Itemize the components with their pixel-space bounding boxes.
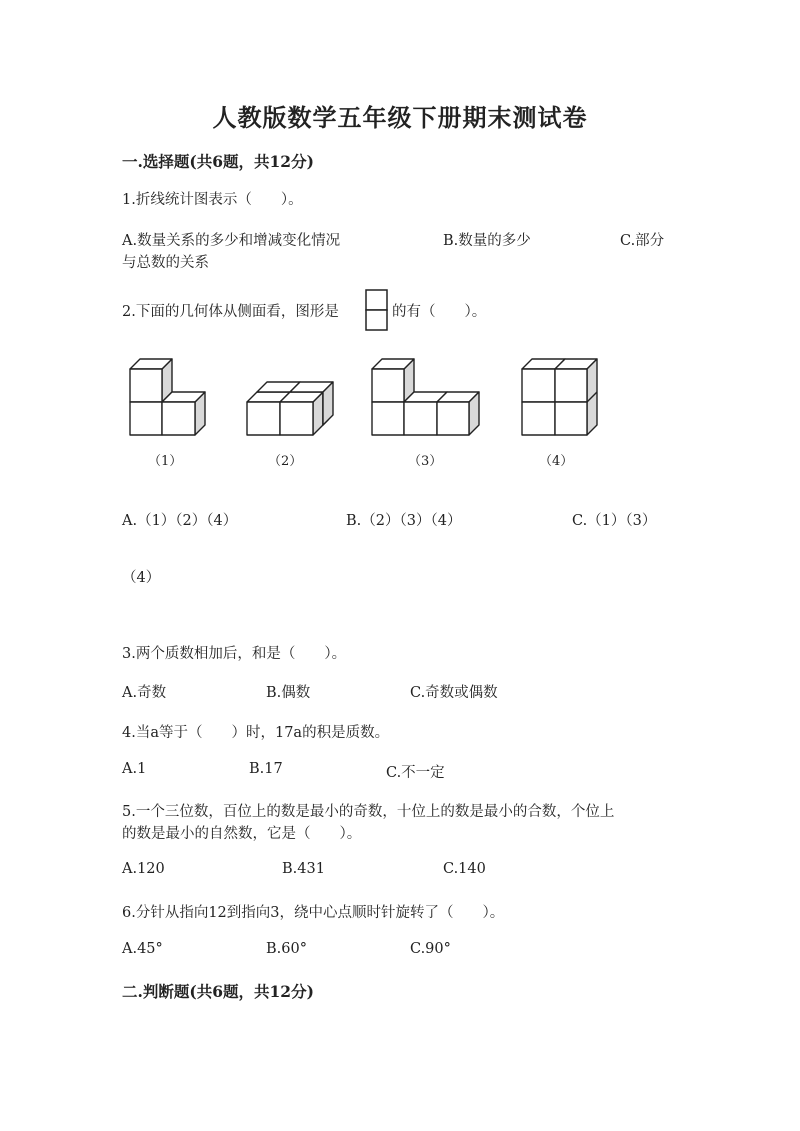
section-heading-choice: 一.选择题(共6题，共12分) [122,152,314,171]
figure-label-1: （1） [148,454,183,469]
question-2-option-c: C.（1）（3） [572,513,657,529]
figure-label-3: （3） [408,454,443,469]
page-title: 人教版数学五年级下册期末测试卷 [212,103,588,132]
figure-label-2: （2） [268,454,303,469]
question-2-option-a: A.（1）（2）（4） [122,513,238,529]
question-1-stem: 1.折线统计图表示（ ）。 [122,192,303,208]
solid-figure-2 [243,375,338,440]
question-1-option-c-continued: 与总数的关系 [122,255,209,271]
question-1-option-b: B.数量的多少 [443,233,531,249]
solid-figure-4 [518,355,603,440]
question-4-option-c: C.不一定 [386,765,445,781]
question-4-stem: 4.当a等于（ ）时，17a的积是质数。 [122,725,390,741]
solid-figure-3 [368,355,483,440]
question-3-option-a: A.奇数 [122,685,167,701]
question-4-option-b: B.17 [249,761,283,777]
question-6-option-c: C.90° [410,941,451,957]
question-5-stem: 5.一个三位数，百位上的数是最小的奇数，十位上的数是最小的合数，个位上 [122,804,615,820]
side-view-icon [365,289,389,333]
question-6-option-a: A.45° [122,941,163,957]
question-1-option-a: A.数量关系的多少和增减变化情况 [122,233,341,249]
question-5-stem-continued: 的数是最小的自然数，它是（ ）。 [122,826,362,842]
figure-label-4: （4） [539,454,574,469]
question-3-stem: 3.两个质数相加后，和是（ ）。 [122,646,347,662]
section-heading-judgement: 二.判断题(共6题，共12分) [122,982,314,1001]
question-2-option-b: B.（2）（3）（4） [346,513,462,529]
question-5-option-c: C.140 [443,861,486,877]
question-3-option-c: C.奇数或偶数 [410,685,498,701]
question-2-stem-start: 2.下面的几何体从侧面看，图形是 [122,304,339,320]
question-1-option-c: C.部分 [620,233,665,249]
question-4-option-a: A.1 [122,761,147,777]
question-5-option-b: B.431 [282,861,325,877]
solid-figure-1 [125,355,215,440]
question-6-option-b: B.60° [266,941,307,957]
question-3-option-b: B.偶数 [266,685,311,701]
question-5-option-a: A.120 [122,861,165,877]
question-6-stem: 6.分针从指向12到指向3，绕中心点顺时针旋转了（ ）。 [122,905,505,921]
question-2-stem-end: 的有（ ）。 [392,304,487,320]
question-2-option-c-continued: （4） [122,570,161,586]
